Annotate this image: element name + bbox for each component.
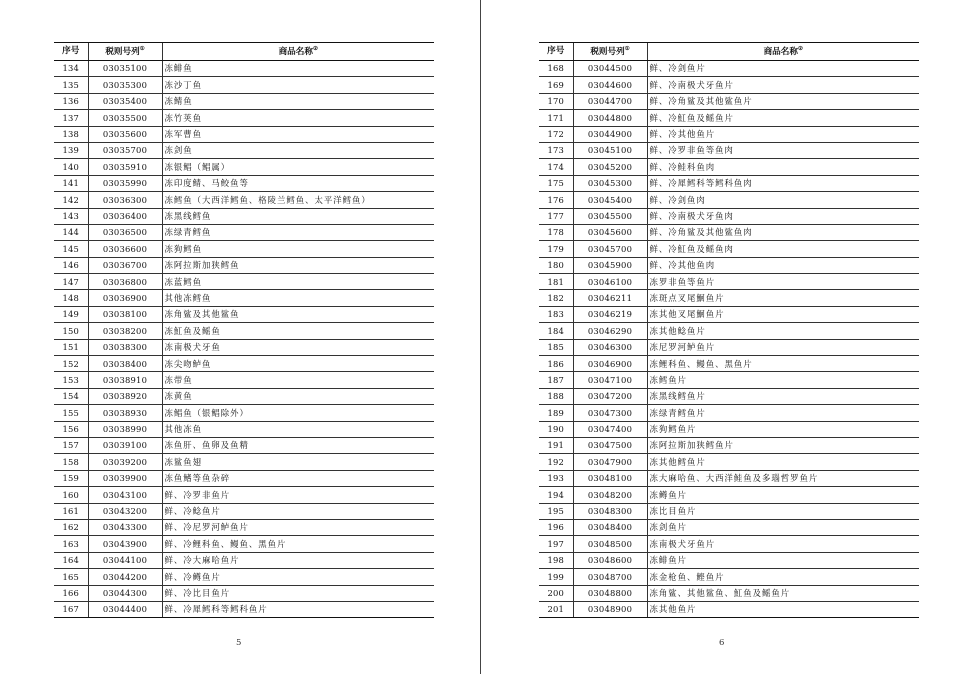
tariff-code-cell: 03039200 <box>88 454 162 470</box>
table-header-row <box>54 43 434 61</box>
table-row <box>54 159 434 175</box>
serial-no-cell: 161 <box>54 503 88 519</box>
table-row <box>539 454 919 470</box>
tariff-code-cell: 03043900 <box>88 536 162 552</box>
goods-name-cell: 冻尖吻鲈鱼 <box>162 356 434 372</box>
table-row <box>539 290 919 306</box>
serial-no-cell: 146 <box>54 257 88 273</box>
goods-name-cell: 鲜、冷南极犬牙鱼片 <box>647 77 919 93</box>
header-tariff-code: 税则号列① <box>88 43 162 61</box>
table-row <box>54 93 434 109</box>
goods-name-cell: 冻绿青鳕鱼 <box>162 224 434 240</box>
serial-no-cell: 185 <box>539 339 573 355</box>
goods-name-cell: 冻其他鲶鱼片 <box>647 323 919 339</box>
goods-name-cell: 冻狗鳕鱼 <box>162 241 434 257</box>
tariff-code-cell: 03036400 <box>88 208 162 224</box>
serial-no-cell: 173 <box>539 142 573 158</box>
goods-name-cell: 冻鲤科鱼、鳗鱼、黑鱼片 <box>647 356 919 372</box>
goods-name-cell: 其他冻鱼 <box>162 421 434 437</box>
goods-name-cell: 冻魟鱼及鳐鱼 <box>162 323 434 339</box>
serial-no-cell: 186 <box>539 356 573 372</box>
table-row <box>54 224 434 240</box>
table-body <box>539 61 919 618</box>
tariff-code-cell: 03038300 <box>88 339 162 355</box>
table-row <box>539 175 919 191</box>
table-row <box>54 470 434 486</box>
tariff-code-cell: 03045500 <box>573 208 647 224</box>
serial-no-cell: 168 <box>539 61 573 77</box>
serial-no-cell: 144 <box>54 224 88 240</box>
goods-name-cell: 冻黄鱼 <box>162 388 434 404</box>
header-goods-name: 商品名称② <box>162 43 434 61</box>
tariff-code-cell: 03048700 <box>573 569 647 585</box>
tariff-code-cell: 03044900 <box>573 126 647 142</box>
goods-name-cell: 鲜、冷犀鳕科等鳕科鱼片 <box>162 601 434 617</box>
table-row <box>539 470 919 486</box>
table-row <box>54 503 434 519</box>
goods-name-cell: 冻鲳鱼（银鲳除外） <box>162 405 434 421</box>
serial-no-cell: 145 <box>54 241 88 257</box>
goods-name-cell: 冻鳟鱼片 <box>647 487 919 503</box>
serial-no-cell: 160 <box>54 487 88 503</box>
table-row <box>54 454 434 470</box>
goods-name-cell: 鲜、冷比目鱼片 <box>162 585 434 601</box>
serial-no-cell: 141 <box>54 175 88 191</box>
table-row <box>54 241 434 257</box>
goods-name-cell: 鲜、冷鲤科鱼、鳗鱼、黑鱼片 <box>162 536 434 552</box>
goods-name-cell: 冻鳕鱼（大西洋鳕鱼、格陵兰鳕鱼、太平洋鳕鱼） <box>162 192 434 208</box>
table-row <box>539 421 919 437</box>
goods-name-cell: 冻鲱鱼片 <box>647 552 919 568</box>
table-row <box>539 569 919 585</box>
table-row <box>539 339 919 355</box>
serial-no-cell: 143 <box>54 208 88 224</box>
table-row <box>539 110 919 126</box>
table-row <box>54 77 434 93</box>
table-row <box>54 339 434 355</box>
goods-name-cell: 冻绿青鳕鱼片 <box>647 405 919 421</box>
serial-no-cell: 184 <box>539 323 573 339</box>
table-row <box>54 405 434 421</box>
table-row <box>54 257 434 273</box>
goods-name-cell: 冻阿拉斯加狭鳕鱼片 <box>647 437 919 453</box>
goods-name-cell: 鲜、冷罗非鱼片 <box>162 487 434 503</box>
serial-no-cell: 167 <box>54 601 88 617</box>
tariff-code-cell: 03043200 <box>88 503 162 519</box>
serial-no-cell: 193 <box>539 470 573 486</box>
tariff-code-cell: 03048300 <box>573 503 647 519</box>
tariff-code-cell: 03043300 <box>88 519 162 535</box>
serial-no-cell: 164 <box>54 552 88 568</box>
serial-no-cell: 180 <box>539 257 573 273</box>
tariff-code-cell: 03035700 <box>88 142 162 158</box>
tariff-code-cell: 03045400 <box>573 192 647 208</box>
tariff-code-cell: 03044300 <box>88 585 162 601</box>
goods-name-cell: 冻带鱼 <box>162 372 434 388</box>
serial-no-cell: 191 <box>539 437 573 453</box>
serial-no-cell: 182 <box>539 290 573 306</box>
table-row <box>539 274 919 290</box>
table-row <box>539 601 919 617</box>
table-row <box>539 437 919 453</box>
goods-name-cell: 鲜、冷魟鱼及鳐鱼肉 <box>647 241 919 257</box>
serial-no-cell: 137 <box>54 110 88 126</box>
tariff-code-cell: 03045100 <box>573 142 647 158</box>
tariff-code-cell: 03045300 <box>573 175 647 191</box>
tariff-code-cell: 03039900 <box>88 470 162 486</box>
goods-name-cell: 鲜、冷角鲨及其他鲨鱼片 <box>647 93 919 109</box>
serial-no-cell: 187 <box>539 372 573 388</box>
table-row <box>54 569 434 585</box>
tariff-code-cell: 03046900 <box>573 356 647 372</box>
goods-name-cell: 冻角鲨、其他鲨鱼、魟鱼及鳐鱼片 <box>647 585 919 601</box>
tariff-code-cell: 03047500 <box>573 437 647 453</box>
goods-name-cell: 冻南极犬牙鱼片 <box>647 536 919 552</box>
goods-name-cell: 冻鱼肝、鱼卵及鱼精 <box>162 437 434 453</box>
goods-name-cell: 鲜、冷大麻哈鱼片 <box>162 552 434 568</box>
serial-no-cell: 178 <box>539 224 573 240</box>
header-serial-no: 序号 <box>54 43 88 61</box>
tariff-code-cell: 03038990 <box>88 421 162 437</box>
goods-name-cell: 冻竹荚鱼 <box>162 110 434 126</box>
tariff-code-cell: 03035990 <box>88 175 162 191</box>
tariff-code-cell: 03048900 <box>573 601 647 617</box>
tariff-code-cell: 03044200 <box>88 569 162 585</box>
header-tariff-code: 税则号列① <box>573 43 647 61</box>
serial-no-cell: 134 <box>54 61 88 77</box>
serial-no-cell: 153 <box>54 372 88 388</box>
goods-name-cell: 鲜、冷魟鱼及鳐鱼片 <box>647 110 919 126</box>
table-row <box>54 585 434 601</box>
table-row <box>54 61 434 77</box>
serial-no-cell: 149 <box>54 306 88 322</box>
goods-name-cell: 冻黑线鳕鱼片 <box>647 388 919 404</box>
goods-name-cell: 冻角鲨及其他鲨鱼 <box>162 306 434 322</box>
serial-no-cell: 147 <box>54 274 88 290</box>
header-serial-no: 序号 <box>539 43 573 61</box>
table-row <box>539 61 919 77</box>
serial-no-cell: 151 <box>54 339 88 355</box>
table-row <box>54 208 434 224</box>
tariff-code-cell: 03047900 <box>573 454 647 470</box>
goods-name-cell: 冻尼罗河鲈鱼片 <box>647 339 919 355</box>
tariff-code-cell: 03044500 <box>573 61 647 77</box>
table-row <box>54 175 434 191</box>
tariff-code-cell: 03035400 <box>88 93 162 109</box>
table-row <box>539 323 919 339</box>
tariff-code-cell: 03048100 <box>573 470 647 486</box>
table-row <box>539 503 919 519</box>
table-row <box>539 519 919 535</box>
goods-name-cell: 冻大麻哈鱼、大西洋鲑鱼及多瑙哲罗鱼片 <box>647 470 919 486</box>
tariff-code-cell: 03036800 <box>88 274 162 290</box>
footnote-mark: ① <box>139 45 145 52</box>
tariff-code-cell: 03047400 <box>573 421 647 437</box>
serial-no-cell: 189 <box>539 405 573 421</box>
table-row <box>54 552 434 568</box>
tariff-table-right <box>539 42 919 618</box>
header-goods-name: 商品名称② <box>647 43 919 61</box>
page-right <box>481 0 960 674</box>
table-row <box>539 372 919 388</box>
table-row <box>54 519 434 535</box>
serial-no-cell: 166 <box>54 585 88 601</box>
tariff-code-cell: 03044400 <box>88 601 162 617</box>
serial-no-cell: 188 <box>539 388 573 404</box>
tariff-code-cell: 03048600 <box>573 552 647 568</box>
table-body <box>54 61 434 618</box>
goods-name-cell: 冻剑鱼片 <box>647 519 919 535</box>
table-row <box>539 142 919 158</box>
tariff-code-cell: 03048400 <box>573 519 647 535</box>
serial-no-cell: 135 <box>54 77 88 93</box>
goods-name-cell: 冻其他叉尾鮰鱼片 <box>647 306 919 322</box>
serial-no-cell: 148 <box>54 290 88 306</box>
serial-no-cell: 159 <box>54 470 88 486</box>
goods-name-cell: 冻其他鳕鱼片 <box>647 454 919 470</box>
goods-name-cell: 冻黑线鳕鱼 <box>162 208 434 224</box>
table-row <box>539 405 919 421</box>
serial-no-cell: 201 <box>539 601 573 617</box>
serial-no-cell: 172 <box>539 126 573 142</box>
tariff-code-cell: 03048500 <box>573 536 647 552</box>
tariff-code-cell: 03036600 <box>88 241 162 257</box>
table-row <box>539 159 919 175</box>
table-row <box>54 437 434 453</box>
serial-no-cell: 169 <box>539 77 573 93</box>
tariff-code-cell: 03044800 <box>573 110 647 126</box>
table-row <box>539 536 919 552</box>
table-row <box>539 306 919 322</box>
page-number: 6 <box>719 638 725 648</box>
table-row <box>54 274 434 290</box>
serial-no-cell: 199 <box>539 569 573 585</box>
tariff-code-cell: 03038100 <box>88 306 162 322</box>
table-row <box>539 224 919 240</box>
goods-name-cell: 冻罗非鱼等鱼片 <box>647 274 919 290</box>
table-row <box>539 192 919 208</box>
tariff-code-cell: 03047100 <box>573 372 647 388</box>
serial-no-cell: 155 <box>54 405 88 421</box>
serial-no-cell: 162 <box>54 519 88 535</box>
serial-no-cell: 194 <box>539 487 573 503</box>
goods-name-cell: 冻军曹鱼 <box>162 126 434 142</box>
serial-no-cell: 177 <box>539 208 573 224</box>
tariff-code-cell: 03047300 <box>573 405 647 421</box>
tariff-code-cell: 03043100 <box>88 487 162 503</box>
goods-name-cell: 鲜、冷犀鳕科等鳕科鱼肉 <box>647 175 919 191</box>
tariff-code-cell: 03038910 <box>88 372 162 388</box>
serial-no-cell: 165 <box>54 569 88 585</box>
goods-name-cell: 冻阿拉斯加狭鳕鱼 <box>162 257 434 273</box>
serial-no-cell: 174 <box>539 159 573 175</box>
table-row <box>54 323 434 339</box>
serial-no-cell: 192 <box>539 454 573 470</box>
page-number: 5 <box>236 638 242 648</box>
table-row <box>539 257 919 273</box>
goods-name-cell: 鲜、冷角鲨及其他鲨鱼肉 <box>647 224 919 240</box>
goods-name-cell: 冻剑鱼 <box>162 142 434 158</box>
footnote-mark: ② <box>797 45 803 52</box>
tariff-code-cell: 03045700 <box>573 241 647 257</box>
goods-name-cell: 冻银鲳（鲳属） <box>162 159 434 175</box>
serial-no-cell: 138 <box>54 126 88 142</box>
goods-name-cell: 冻斑点叉尾鮰鱼片 <box>647 290 919 306</box>
goods-name-cell: 鲜、冷鲑科鱼肉 <box>647 159 919 175</box>
table-row <box>54 356 434 372</box>
serial-no-cell: 154 <box>54 388 88 404</box>
tariff-code-cell: 03035500 <box>88 110 162 126</box>
table-row <box>539 208 919 224</box>
goods-name-cell: 鲜、冷罗非鱼等鱼肉 <box>647 142 919 158</box>
goods-name-cell: 冻比目鱼片 <box>647 503 919 519</box>
table-row <box>54 192 434 208</box>
serial-no-cell: 150 <box>54 323 88 339</box>
goods-name-cell: 冻鳕鱼片 <box>647 372 919 388</box>
goods-name-cell: 冻鱼鳍等鱼杂碎 <box>162 470 434 486</box>
serial-no-cell: 190 <box>539 421 573 437</box>
tariff-code-cell: 03046219 <box>573 306 647 322</box>
goods-name-cell: 冻狗鳕鱼片 <box>647 421 919 437</box>
tariff-code-cell: 03036900 <box>88 290 162 306</box>
table-row <box>539 77 919 93</box>
tariff-code-cell: 03035910 <box>88 159 162 175</box>
serial-no-cell: 163 <box>54 536 88 552</box>
serial-no-cell: 195 <box>539 503 573 519</box>
table-row <box>54 487 434 503</box>
table-row <box>54 306 434 322</box>
tariff-code-cell: 03044700 <box>573 93 647 109</box>
tariff-code-cell: 03045600 <box>573 224 647 240</box>
serial-no-cell: 156 <box>54 421 88 437</box>
tariff-code-cell: 03036500 <box>88 224 162 240</box>
tariff-code-cell: 03045900 <box>573 257 647 273</box>
serial-no-cell: 152 <box>54 356 88 372</box>
tariff-code-cell: 03046290 <box>573 323 647 339</box>
table-row <box>539 93 919 109</box>
goods-name-cell: 鲜、冷尼罗河鲈鱼片 <box>162 519 434 535</box>
table-row <box>539 487 919 503</box>
table-row <box>54 601 434 617</box>
goods-name-cell: 鲜、冷剑鱼肉 <box>647 192 919 208</box>
serial-no-cell: 181 <box>539 274 573 290</box>
tariff-code-cell: 03038920 <box>88 388 162 404</box>
table-row <box>54 290 434 306</box>
goods-name-cell: 鲜、冷鳟鱼片 <box>162 569 434 585</box>
serial-no-cell: 197 <box>539 536 573 552</box>
serial-no-cell: 158 <box>54 454 88 470</box>
goods-name-cell: 鲜、冷其他鱼肉 <box>647 257 919 273</box>
tariff-code-cell: 03048800 <box>573 585 647 601</box>
goods-name-cell: 冻金枪鱼、鲣鱼片 <box>647 569 919 585</box>
serial-no-cell: 200 <box>539 585 573 601</box>
goods-name-cell: 冻沙丁鱼 <box>162 77 434 93</box>
tariff-code-cell: 03038200 <box>88 323 162 339</box>
table-row <box>539 241 919 257</box>
goods-name-cell: 冻鲨鱼翅 <box>162 454 434 470</box>
table-row <box>54 372 434 388</box>
serial-no-cell: 171 <box>539 110 573 126</box>
goods-name-cell: 鲜、冷剑鱼片 <box>647 61 919 77</box>
table-row <box>539 552 919 568</box>
serial-no-cell: 198 <box>539 552 573 568</box>
tariff-code-cell: 03046100 <box>573 274 647 290</box>
tariff-code-cell: 03038930 <box>88 405 162 421</box>
footnote-mark: ① <box>624 45 630 52</box>
footnote-mark: ② <box>312 45 318 52</box>
table-header-row <box>539 43 919 61</box>
tariff-code-cell: 03035100 <box>88 61 162 77</box>
serial-no-cell: 140 <box>54 159 88 175</box>
table-row <box>539 585 919 601</box>
serial-no-cell: 157 <box>54 437 88 453</box>
tariff-code-cell: 03036300 <box>88 192 162 208</box>
serial-no-cell: 170 <box>539 93 573 109</box>
tariff-code-cell: 03035600 <box>88 126 162 142</box>
tariff-code-cell: 03035300 <box>88 77 162 93</box>
tariff-code-cell: 03038400 <box>88 356 162 372</box>
table-row <box>54 536 434 552</box>
tariff-code-cell: 03044600 <box>573 77 647 93</box>
table-row <box>539 388 919 404</box>
tariff-table-left <box>54 42 434 618</box>
tariff-code-cell: 03046300 <box>573 339 647 355</box>
tariff-code-cell: 03047200 <box>573 388 647 404</box>
serial-no-cell: 142 <box>54 192 88 208</box>
serial-no-cell: 176 <box>539 192 573 208</box>
goods-name-cell: 冻印度鲭、马鲛鱼等 <box>162 175 434 191</box>
tariff-code-cell: 03039100 <box>88 437 162 453</box>
serial-no-cell: 136 <box>54 93 88 109</box>
serial-no-cell: 179 <box>539 241 573 257</box>
tariff-code-cell: 03036700 <box>88 257 162 273</box>
table-row <box>54 388 434 404</box>
tariff-code-cell: 03046211 <box>573 290 647 306</box>
table-row <box>539 126 919 142</box>
goods-name-cell: 鲜、冷其他鱼片 <box>647 126 919 142</box>
serial-no-cell: 196 <box>539 519 573 535</box>
goods-name-cell: 冻鲱鱼 <box>162 61 434 77</box>
table-row <box>54 110 434 126</box>
goods-name-cell: 冻其他鱼片 <box>647 601 919 617</box>
tariff-code-cell: 03048200 <box>573 487 647 503</box>
table-row <box>54 126 434 142</box>
goods-name-cell: 冻蓝鳕鱼 <box>162 274 434 290</box>
tariff-code-cell: 03045200 <box>573 159 647 175</box>
serial-no-cell: 175 <box>539 175 573 191</box>
table-row <box>54 142 434 158</box>
tariff-code-cell: 03044100 <box>88 552 162 568</box>
goods-name-cell: 鲜、冷南极犬牙鱼肉 <box>647 208 919 224</box>
table-row <box>54 421 434 437</box>
serial-no-cell: 183 <box>539 306 573 322</box>
serial-no-cell: 139 <box>54 142 88 158</box>
goods-name-cell: 鲜、冷鲶鱼片 <box>162 503 434 519</box>
goods-name-cell: 冻鲭鱼 <box>162 93 434 109</box>
goods-name-cell: 其他冻鳕鱼 <box>162 290 434 306</box>
table-row <box>539 356 919 372</box>
goods-name-cell: 冻南极犬牙鱼 <box>162 339 434 355</box>
